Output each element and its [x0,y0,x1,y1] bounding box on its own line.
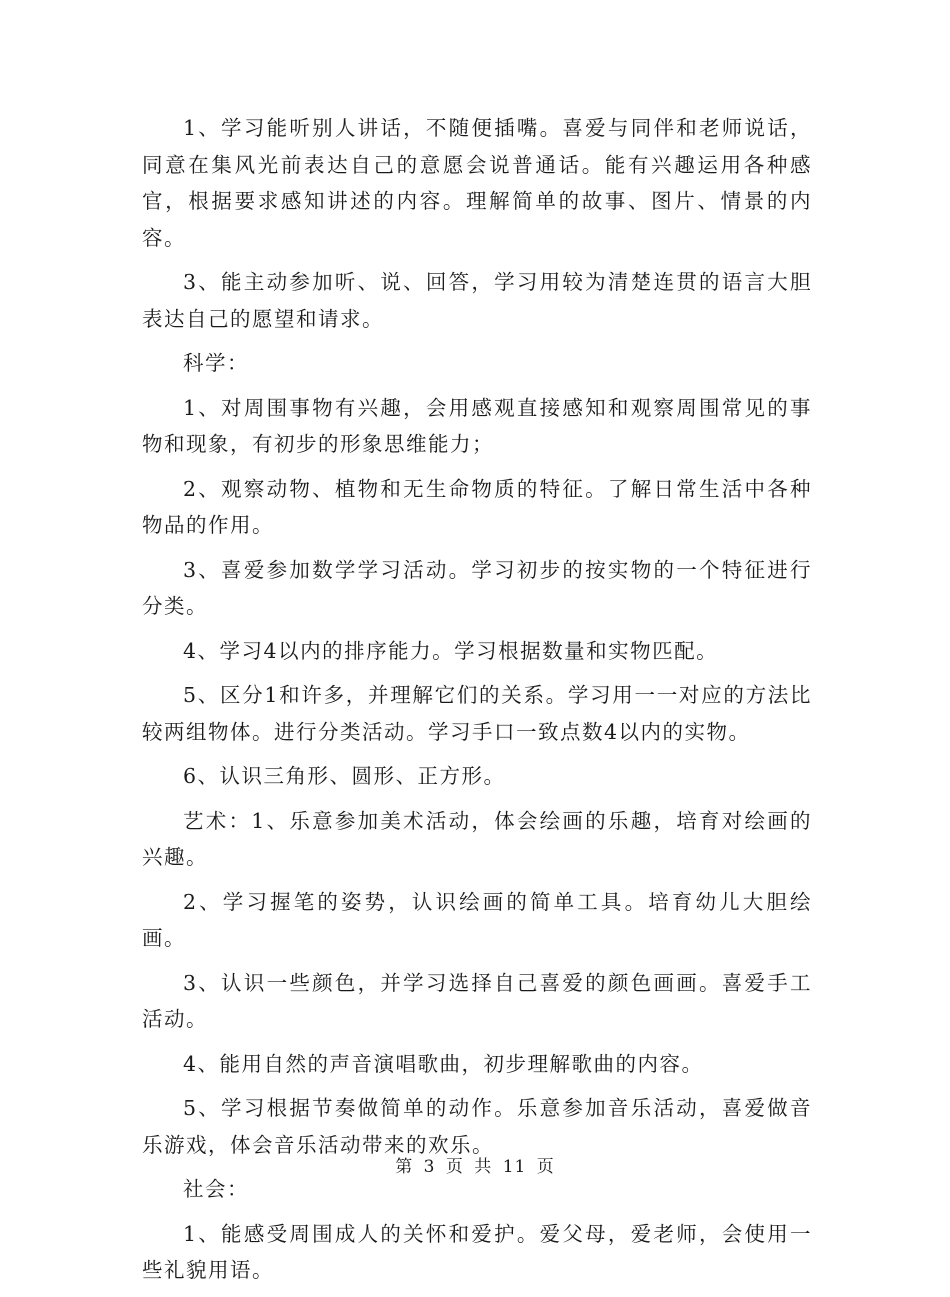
document-body [142,110,812,1297]
paragraph-science-2: 2、观察动物、植物和无生命物质的特征。了解日常生活中各种物品的作用。 [142,476,812,537]
paragraph-science-4: 4、学习4以内的排序能力。学习根据数量和实物匹配。 [183,638,719,663]
paragraph-expression: 3、能主动参加听、说、回答，学习用较为清楚连贯的语言大胆表达自己的愿望和请求。 [142,270,812,331]
paragraph-art-4: 4、能用自然的声音演唱歌曲，初步理解歌曲的内容。 [183,1051,704,1076]
page-number-footer: 第 3 页 共 11 页 [395,1157,555,1177]
paragraph-art-1: 艺术：1、乐意参加美术活动，体会绘画的乐趣，培育对绘画的兴趣。 [142,808,812,869]
paragraph-science-1: 1、对周围事物有兴趣，会用感观直接感知和观察周围常见的事物和现象，有初步的形象思维能力； [142,395,812,456]
paragraph-science-3: 3、喜爱参加数学学习活动。学习初步的按实物的一个特征进行分类。 [142,557,812,618]
paragraph-listening: 1、学习能听别人讲话，不随便插嘴。喜爱与同伴和老师说话，同意在集风光前表达自己的意愿会说普通话。能有兴趣运用各种感官，根据要求感知讲述的内容。理解简单的故事、图片、情景的内容。 [142,116,812,250]
paragraph-society-1: 1、能感受周围成人的关怀和爱护。爱父母，爱老师，会使用一些礼貌用语。 [142,1221,812,1282]
paragraph-art-3: 3、认识一些颜色，并学习选择自己喜爱的颜色画画。喜爱手工活动。 [142,970,812,1031]
paragraph-science-5: 5、区分1和许多，并理解它们的关系。学习用一一对应的方法比较两组物体。进行分类活动。学习手口一致点数4以内的实物。 [142,683,812,744]
paragraph-art-2: 2、学习握笔的姿势，认识绘画的简单工具。培育幼儿大胆绘画。 [142,889,812,950]
paragraph-science-6: 6、认识三角形、圆形、正方形。 [183,764,506,788]
paragraph-art-5: 5、学习根据节奏做简单的动作。乐意参加音乐活动，喜爱做音乐游戏，体会音乐活动带来的欢乐。 [142,1096,812,1157]
section-heading-science: 科学： [183,351,249,375]
section-heading-society: 社会： [183,1177,249,1201]
